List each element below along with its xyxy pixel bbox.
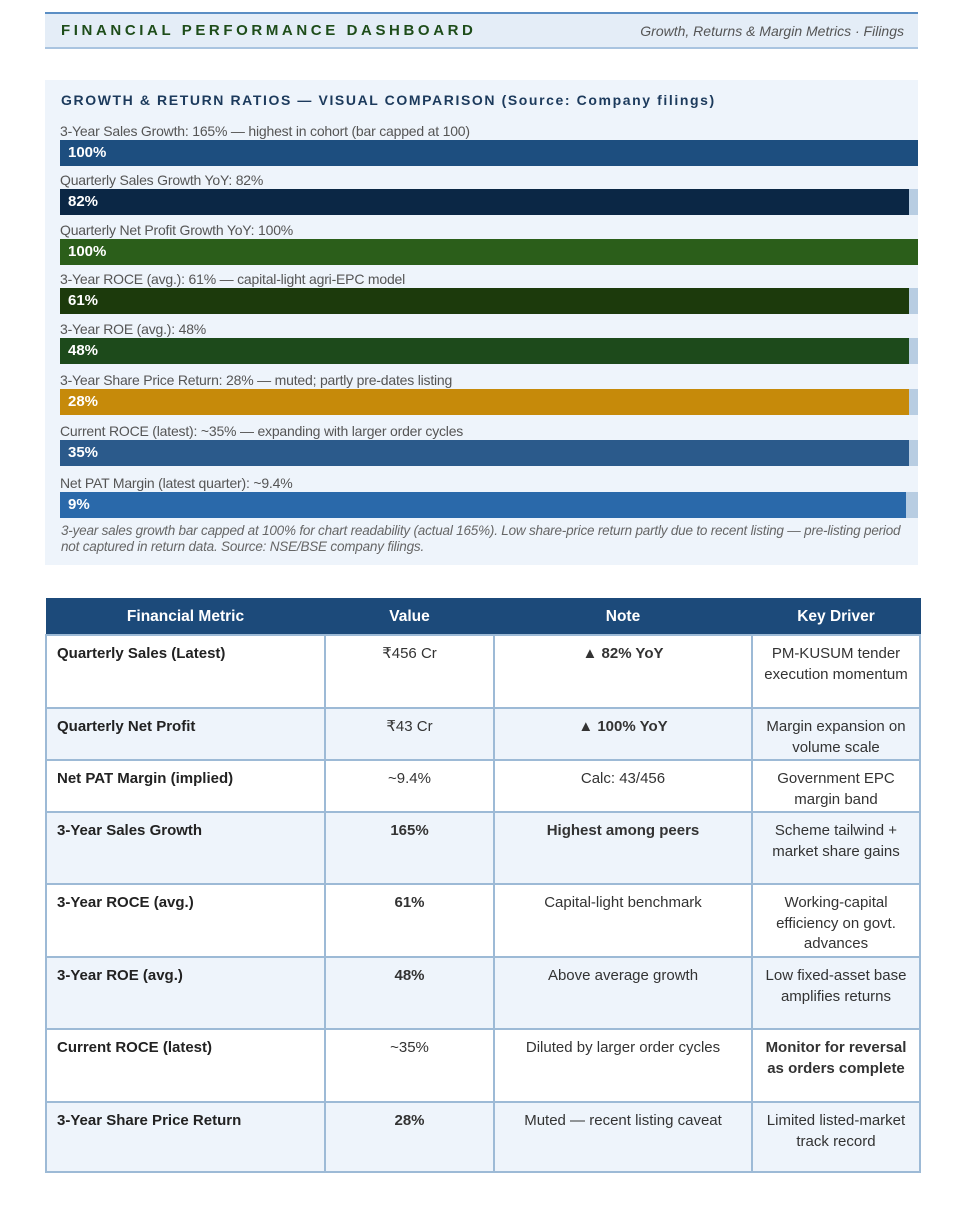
note-cell: Capital-light benchmark — [494, 884, 752, 957]
table-row — [46, 812, 920, 884]
bar-label: 3-Year ROE (avg.): 48% — [60, 321, 207, 337]
metric-cell: Current ROCE (latest) — [46, 1029, 325, 1102]
bar-label: Quarterly Net Profit Growth YoY: 100% — [60, 222, 294, 238]
driver-cell: Limited listed-market track record — [752, 1102, 920, 1172]
chart-footnote: 3-year sales growth bar capped at 100% for chart readability (actual 165%). Low share-price return partly due to recent listing — pre-listing period not captured in return data. Source: NSE/BSE company filings. — [61, 523, 901, 554]
bar — [60, 288, 909, 314]
value-cell: ~9.4% — [325, 760, 494, 812]
value-cell: ₹456 Cr — [325, 635, 494, 708]
bar — [60, 189, 909, 215]
value-cell: 61% — [325, 884, 494, 957]
bar-track — [60, 338, 918, 364]
bar-value-label: 35% — [68, 444, 99, 461]
driver-cell: PM-KUSUM tender execution momentum — [752, 635, 920, 708]
bar — [60, 338, 909, 364]
metric-cell: 3-Year Share Price Return — [46, 1102, 325, 1172]
bar-label: 3-Year Share Price Return: 28% — muted; partly pre-dates listing — [60, 372, 453, 388]
bar — [60, 239, 918, 265]
bar-row — [60, 475, 918, 525]
table-row — [46, 635, 920, 708]
table-row — [46, 884, 920, 957]
metric-cell: Net PAT Margin (implied) — [46, 760, 325, 812]
value-cell: 28% — [325, 1102, 494, 1172]
bar-value-label: 61% — [68, 292, 99, 309]
bar-row — [60, 222, 918, 272]
bar-row — [60, 372, 918, 422]
bar-track — [60, 389, 918, 415]
bar-row — [60, 321, 918, 371]
bar-label: 3-Year ROCE (avg.): 61% — capital-light agri-EPC model — [60, 271, 406, 287]
value-cell: ~35% — [325, 1029, 494, 1102]
driver-cell: Scheme tailwind + market share gains — [752, 812, 920, 884]
bar — [60, 492, 906, 518]
note-cell: ▲ 100% YoY — [494, 708, 752, 760]
bar-row — [60, 172, 918, 222]
bar-value-label: 48% — [68, 342, 99, 359]
table-row — [46, 1102, 920, 1172]
table-header-row — [46, 599, 920, 636]
metric-cell: 3-Year ROCE (avg.) — [46, 884, 325, 957]
metric-cell: 3-Year Sales Growth — [46, 812, 325, 884]
bar-row — [60, 423, 918, 473]
dashboard-subtitle: Growth, Returns & Margin Metrics · Filings — [640, 23, 904, 39]
bar-track — [60, 189, 918, 215]
column-header-driver: Key Driver — [752, 599, 920, 636]
column-header-metric: Financial Metric — [46, 599, 325, 636]
bar — [60, 440, 909, 466]
ratio-chart-panel — [45, 80, 918, 565]
bar-value-label: 82% — [68, 193, 99, 210]
bar-row — [60, 123, 918, 173]
bar — [60, 140, 918, 166]
bar-value-label: 100% — [68, 243, 107, 260]
bar-track — [60, 440, 918, 466]
table-row — [46, 708, 920, 760]
driver-cell: Margin expansion on volume scale — [752, 708, 920, 760]
bar-label: 3-Year Sales Growth: 165% — highest in cohort (bar capped at 100) — [60, 123, 470, 139]
chart-title: GROWTH & RETURN RATIOS — VISUAL COMPARISON (Source: Company filings) — [61, 92, 716, 108]
bar-label: Net PAT Margin (latest quarter): ~9.4% — [60, 475, 293, 491]
note-cell: Diluted by larger order cycles — [494, 1029, 752, 1102]
note-cell: Above average growth — [494, 957, 752, 1029]
bar-value-label: 100% — [68, 144, 107, 161]
driver-cell: Monitor for reversal as orders complete — [752, 1029, 920, 1102]
note-cell: Highest among peers — [494, 812, 752, 884]
bar-label: Current ROCE (latest): ~35% — expanding with larger order cycles — [60, 423, 464, 439]
note-cell: Muted — recent listing caveat — [494, 1102, 752, 1172]
metric-cell: 3-Year ROE (avg.) — [46, 957, 325, 1029]
metrics-table — [45, 598, 921, 1173]
dashboard-header — [45, 12, 918, 49]
bar-track — [60, 492, 918, 518]
column-header-note: Note — [494, 599, 752, 636]
bar-label: Quarterly Sales Growth YoY: 82% — [60, 172, 264, 188]
note-cell: Calc: 43/456 — [494, 760, 752, 812]
dashboard-title: FINANCIAL PERFORMANCE DASHBOARD — [61, 22, 477, 39]
driver-cell: Working-capital efficiency on govt. advances — [752, 884, 920, 957]
driver-cell: Low fixed-asset base amplifies returns — [752, 957, 920, 1029]
column-header-value: Value — [325, 599, 494, 636]
value-cell: 165% — [325, 812, 494, 884]
value-cell: 48% — [325, 957, 494, 1029]
bar-value-label: 9% — [68, 496, 90, 513]
value-cell: ₹43 Cr — [325, 708, 494, 760]
table-row — [46, 760, 920, 812]
bar — [60, 389, 909, 415]
table-row — [46, 1029, 920, 1102]
metric-cell: Quarterly Net Profit — [46, 708, 325, 760]
bar-value-label: 28% — [68, 393, 99, 410]
note-cell: ▲ 82% YoY — [494, 635, 752, 708]
driver-cell: Government EPC margin band — [752, 760, 920, 812]
bar-track — [60, 288, 918, 314]
table-row — [46, 957, 920, 1029]
bar-track — [60, 140, 918, 166]
bar-track — [60, 239, 918, 265]
bar-row — [60, 271, 918, 321]
metric-cell: Quarterly Sales (Latest) — [46, 635, 325, 708]
